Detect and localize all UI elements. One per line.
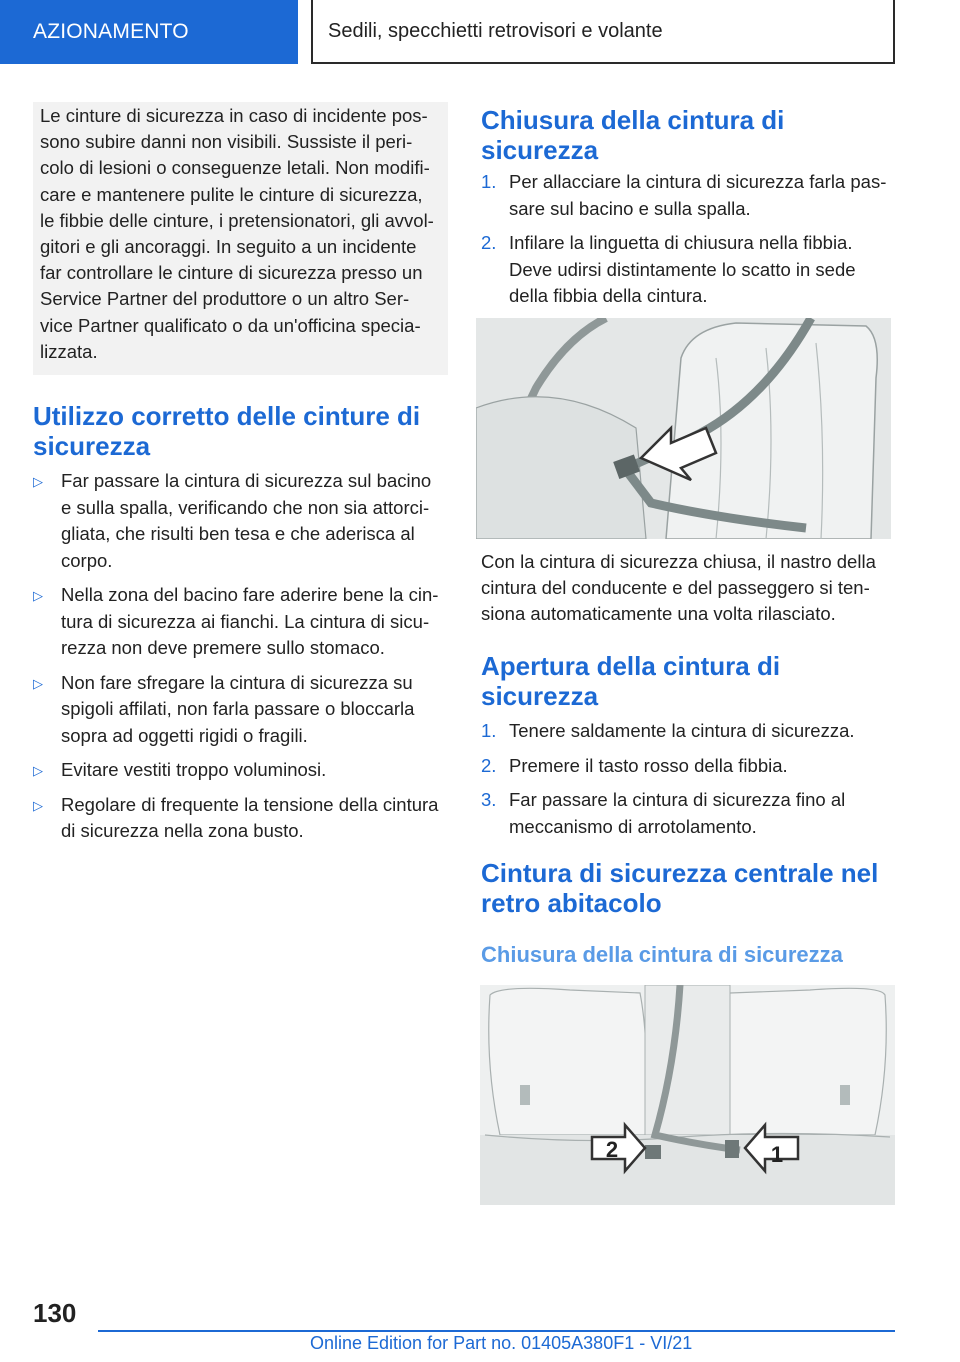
step-line: meccanismo di arrotolamento. bbox=[509, 815, 757, 837]
subheading-rear-closing: Chiusura della cintura di sicurezza bbox=[481, 942, 843, 967]
para-line: Con la cintura di sicurezza chiusa, il nastro della bbox=[481, 551, 876, 572]
front-seat-drawing bbox=[476, 318, 891, 539]
list-item bbox=[33, 670, 453, 750]
list-line: Non fare sfregare la cintura di sicurezza su bbox=[61, 671, 413, 693]
step-item bbox=[481, 169, 901, 222]
header-section-tab bbox=[0, 0, 298, 64]
para-line: cintura del conducente e del passeggero si ten- bbox=[481, 577, 870, 599]
list-line: corpo. bbox=[61, 549, 113, 571]
step-line: Far passare la cintura di sicurezza fino al bbox=[509, 789, 846, 810]
rear-center-belt-illustration bbox=[480, 985, 895, 1205]
list-line: spigoli affilati, non farla passare o bloccarla bbox=[61, 698, 415, 719]
step-line: della fibbia della cintura. bbox=[509, 285, 708, 306]
step-line: sare sul bacino e sulla spalla. bbox=[509, 197, 751, 219]
note-line: lizzata. bbox=[40, 340, 98, 362]
note-line: vice Partner qualificato o da un'officina specia- bbox=[40, 314, 421, 336]
step-item bbox=[481, 787, 901, 840]
list-line: e sulla spalla, verificando che non sia attorci- bbox=[61, 496, 430, 518]
note-line: far controllare le cinture di sicurezza presso un bbox=[40, 262, 423, 284]
section-heading-opening bbox=[481, 651, 901, 711]
list-line: Evitare vestiti troppo voluminosi. bbox=[61, 759, 327, 780]
para-line: siona automaticamente una volta rilasciato. bbox=[481, 603, 836, 625]
step-item bbox=[481, 753, 901, 780]
correct-use-list bbox=[33, 468, 453, 853]
step-item bbox=[481, 230, 901, 310]
list-line: gliata, che risulti ben tesa e che aderisca al bbox=[61, 523, 415, 544]
triangle-right-outline-icon: ▷ bbox=[33, 474, 43, 489]
header-title-label: Sedili, specchietti retrovisori e volante bbox=[328, 19, 663, 42]
callout-label-1: 1 bbox=[770, 1142, 784, 1167]
heading-line: retro abitacolo bbox=[481, 888, 662, 918]
note-line: sono subire danni non visibili. Sussiste il peri- bbox=[40, 131, 413, 153]
step-number: 2. bbox=[481, 232, 497, 253]
heading-line: Utilizzo corretto delle cinture di bbox=[33, 401, 421, 431]
rear-seat-drawing bbox=[480, 985, 895, 1205]
warning-note bbox=[33, 102, 448, 375]
list-line: tura di sicurezza ai fianchi. La cintura di sicu- bbox=[61, 610, 430, 632]
list-line: Nella zona del bacino fare aderire bene la cin- bbox=[61, 584, 439, 605]
heading-line: Chiusura della cintura di bbox=[481, 105, 785, 135]
list-line: rezza non deve premere sullo stomaco. bbox=[61, 637, 385, 658]
header-section-label: AZIONAMENTO bbox=[33, 20, 189, 43]
list-item bbox=[33, 582, 453, 662]
note-line: gitori e gli ancoraggi. In seguito a un incidente bbox=[40, 236, 417, 258]
note-line: care e mantenere pulite le cinture di sicurezza, bbox=[40, 183, 423, 205]
section-heading-rear-center bbox=[481, 858, 901, 918]
triangle-right-outline-icon: ▷ bbox=[33, 797, 43, 813]
list-line: sopra ad oggetti rigidi o fragili. bbox=[61, 724, 308, 746]
footer-divider bbox=[98, 1330, 895, 1332]
heading-line: sicurezza bbox=[33, 431, 151, 461]
heading-line: Cintura di sicurezza centrale nel bbox=[481, 858, 879, 888]
step-number: 3. bbox=[481, 789, 497, 810]
list-line: Regolare di frequente la tensione della cintura bbox=[61, 793, 439, 815]
footer-edition: Online Edition for Part no. 01405A380F1 - VI/21 bbox=[310, 1333, 693, 1353]
closing-paragraph bbox=[481, 549, 901, 628]
note-line: Service Partner del produttore o un altro Ser- bbox=[40, 288, 410, 310]
page-number: 130 bbox=[33, 1298, 77, 1328]
triangle-right-outline-icon: ▷ bbox=[33, 763, 43, 778]
list-item bbox=[33, 757, 453, 784]
closing-steps bbox=[481, 169, 901, 318]
list-line: Far passare la cintura di sicurezza sul bacino bbox=[61, 470, 432, 491]
note-line: Le cinture di sicurezza in caso di incidente pos- bbox=[40, 105, 428, 126]
section-heading-correct-use bbox=[33, 401, 453, 461]
step-line: Premere il tasto rosso della fibbia. bbox=[509, 754, 788, 776]
step-number: 1. bbox=[481, 171, 497, 192]
step-line: Tenere saldamente la cintura di sicurezza. bbox=[509, 720, 855, 741]
step-item bbox=[481, 718, 901, 745]
step-number: 1. bbox=[481, 720, 497, 741]
list-line: di sicurezza nella zona busto. bbox=[61, 820, 304, 841]
callout-label-2: 2 bbox=[605, 1137, 619, 1162]
section-heading-closing bbox=[481, 105, 901, 165]
seatbelt-buckle-illustration bbox=[476, 318, 891, 539]
step-line: Deve udirsi distintamente lo scatto in sede bbox=[509, 258, 856, 280]
list-item bbox=[33, 792, 453, 845]
triangle-right-outline-icon: ▷ bbox=[33, 675, 43, 691]
heading-line: sicurezza bbox=[481, 681, 599, 711]
heading-line: sicurezza bbox=[481, 135, 599, 165]
opening-steps bbox=[481, 718, 901, 848]
step-line: Per allacciare la cintura di sicurezza farla pas- bbox=[509, 171, 887, 192]
note-line: colo di lesioni o conseguenze letali. Non modifi- bbox=[40, 157, 430, 179]
step-line: Infilare la linguetta di chiusura nella fibbia. bbox=[509, 232, 853, 253]
list-item bbox=[33, 468, 453, 574]
header-chapter-title bbox=[311, 0, 895, 64]
heading-line: Apertura della cintura di bbox=[481, 651, 781, 681]
triangle-right-outline-icon: ▷ bbox=[33, 588, 43, 603]
note-line: le fibbie delle cinture, i pretensionatori, gli avvol- bbox=[40, 209, 434, 231]
step-number: 2. bbox=[481, 754, 497, 776]
